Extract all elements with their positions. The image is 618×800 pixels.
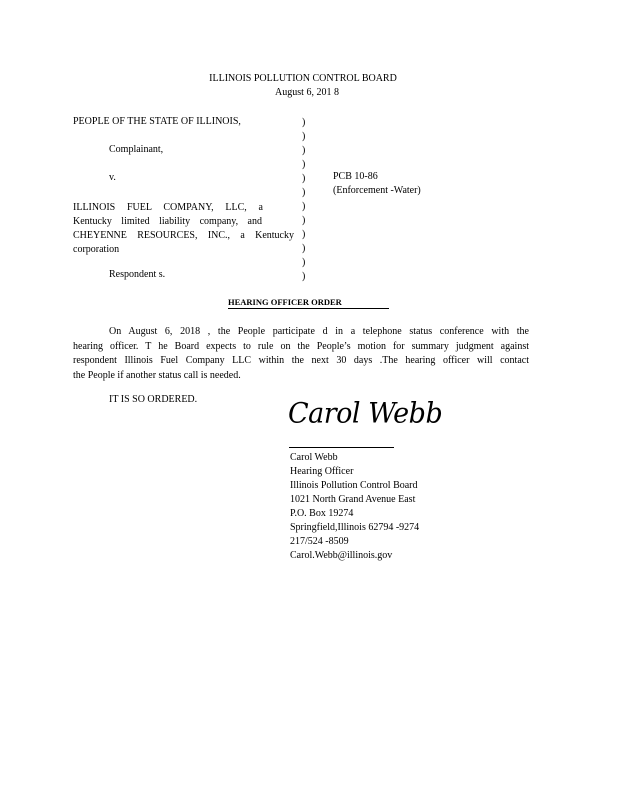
signer-phone: 217/524 -8509 [290,536,349,547]
paren: ) [302,229,306,240]
respondent-line: ILLINOIS FUEL COMPANY, LLC, a [73,202,263,213]
versus-label: v. [109,172,116,183]
paren: ) [302,215,306,226]
signer-city: Springfield,Illinois 62794 -9274 [290,522,420,533]
body-line: On August 6, 2018 , the People participate d in a telephone status conference with the [109,326,529,337]
respondent-role: Respondent s. [109,269,166,280]
signer-agency: Illinois Pollution Control Board [290,480,418,491]
signer-name: Carol Webb [290,452,338,463]
signature-block [290,451,419,563]
order-title: HEARING OFFICER ORDER [228,297,342,307]
complainant-role: Complainant, [109,144,164,155]
paren: ) [302,271,306,282]
paren: ) [302,145,306,156]
order-title-underline [228,308,389,309]
respondent-block [73,201,294,257]
respondent-line: CHEYENNE RESOURCES, INC., a Kentucky [73,230,294,241]
body-line: hearing officer. T he Board expects to rule on the People’s motion for summary judgment against [73,340,529,352]
complainant-name: PEOPLE OF THE STATE OF ILLINOIS, [73,116,241,127]
paren: ) [302,117,306,128]
caption-parentheses [302,116,310,284]
order-date: August 6, 201 8 [275,87,339,98]
closing-statement: IT IS SO ORDERED. [109,394,198,405]
case-type: (Enforcement -Water) [333,185,421,196]
paren: ) [302,159,306,170]
case-number: PCB 10-86 [333,171,378,182]
signer-email: Carol.Webb@illinois.gov [290,550,393,561]
body-line: respondent Illinois Fuel Company LLC within the next 30 days .The hearing officer will contact [73,355,529,366]
agency-title: ILLINOIS POLLUTION CONTROL BOARD [209,73,397,84]
paren: ) [302,131,306,142]
handwritten-signature: Carol Webb [288,397,443,430]
respondent-line: corporation [73,244,120,255]
signer-address: 1021 North Grand Avenue East [290,494,416,505]
order-body [73,325,529,383]
signer-po-box: P.O. Box 19274 [290,508,354,519]
signer-title: Hearing Officer [290,466,354,477]
paren: ) [302,187,306,198]
paren: ) [302,257,306,268]
body-line: the People if another status call is needed. [73,369,241,381]
paren: ) [302,173,306,184]
paren: ) [302,201,306,212]
signature-line [289,447,394,448]
respondent-line: Kentucky limited liability company, and [73,216,262,227]
paren: ) [302,243,306,254]
